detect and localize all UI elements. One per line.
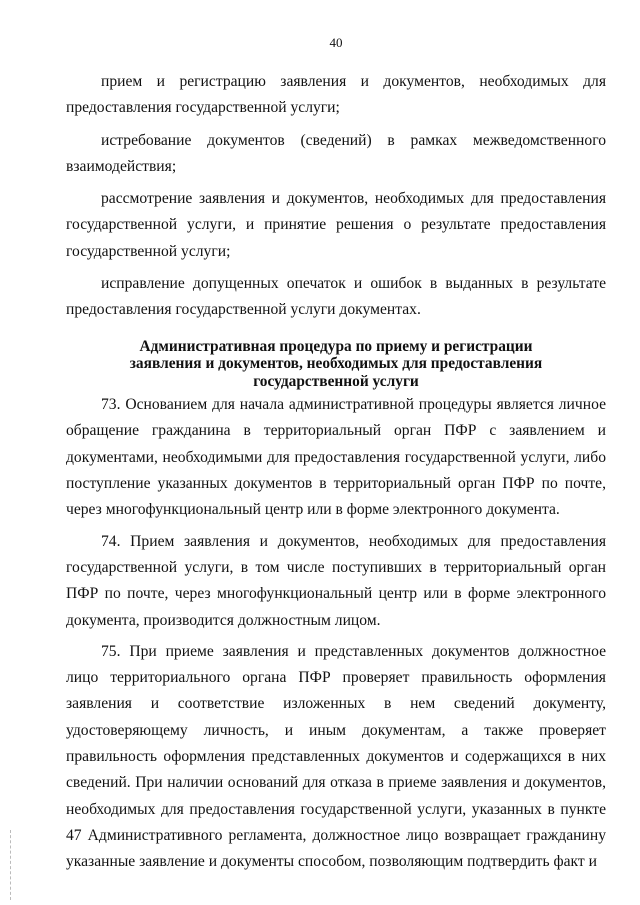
scan-edge-mark — [10, 830, 13, 900]
paragraph-73: 73. Основанием для начала административной процедуры является личное обращение гражданина в территориальный орган ПФР с заявлением и документами, необходимыми для предоставления государственной услуги, либо поступление указанных документов в территориальный орган ПФР по почте, через многофункциональный центр или в форме электронного документа. — [66, 396, 606, 519]
list-item: рассмотрение заявления и документов, необходимых для предоставления государственной услуги, и принятие решения о результате предоставления государственной услуги; — [66, 190, 606, 260]
paragraph-74: 74. Прием заявления и документов, необходимых для предоставления государственной услуги, в том числе поступивших в территориальный орган ПФР по почте, через многофункциональный центр или в форме электронного документа, производится должностным лицом. — [66, 532, 606, 629]
section-heading-line: Административная процедура по приему и регистрации — [139, 337, 533, 355]
paragraph-75: 75. При приеме заявления и представленных документов должностное лицо территориального органа ПФР проверяет правильность оформления заявления и соответствие изложенных в нем сведений документу, удостоверяющему личность, и иным документам, а также проверяет правильность оформления представленных документов и содержащихся в них сведений. При наличии оснований для отказа в приеме заявления и документов, необходимых для предоставления государственной услуги, указанных в пункте 47 Административного регламента, должностное лицо возвращает гражданину указанные заявление и документы способом, позволяющим подтвердить факт и — [66, 642, 606, 871]
list-item: истребование документов (сведений) в рамках межведомственного взаимодействия; — [66, 131, 606, 175]
page-number: 40 — [329, 35, 343, 50]
section-heading-line: государственной услуги — [253, 372, 419, 390]
section-heading — [66, 338, 606, 391]
list-item: прием и регистрацию заявления и документов, необходимых для предоставления государственной услуги; — [66, 73, 606, 117]
procedure-list — [66, 69, 606, 324]
list-item: исправление допущенных опечаток и ошибок в выданных в результате предоставления государственной услуги документах. — [66, 275, 606, 319]
section-heading-line: заявления и документов, необходимых для предоставления — [129, 355, 543, 373]
